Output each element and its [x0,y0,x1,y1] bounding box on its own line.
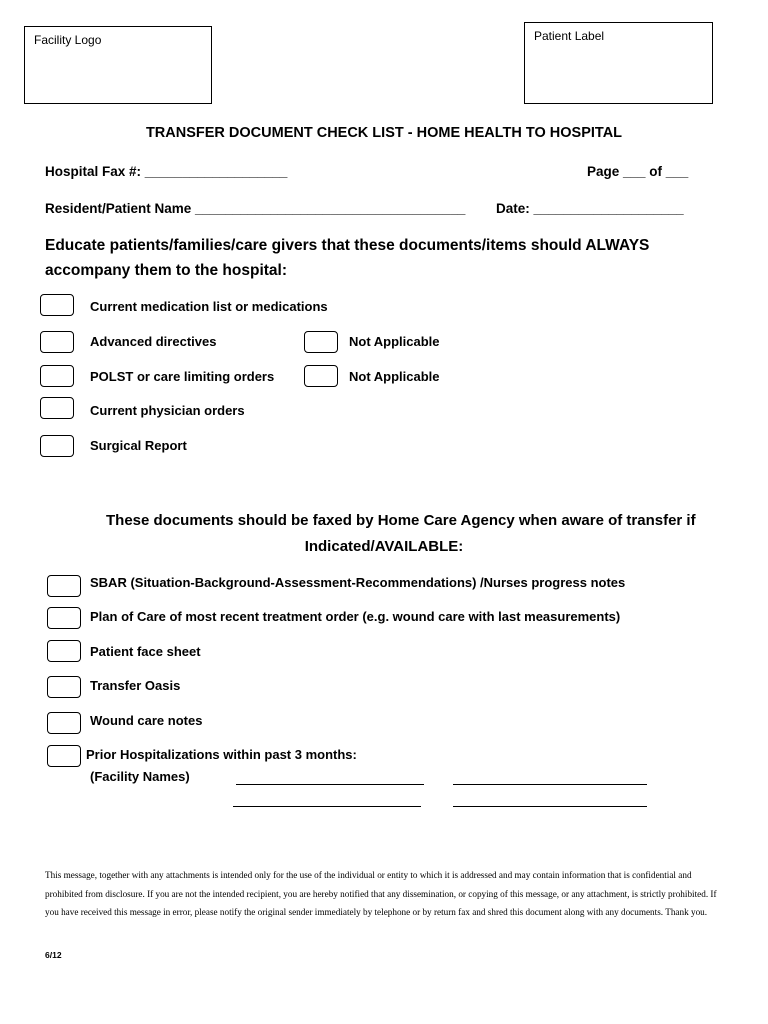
checkbox-medication-list[interactable] [40,294,74,316]
patient-label-box [524,22,713,104]
facility-name-blank-1[interactable] [236,784,424,785]
form-version-code: 6/12 [45,950,62,960]
item-advanced-directives: Advanced directives [90,334,217,349]
date-field: Date: ____________________ [496,201,684,216]
facility-name-blank-3[interactable] [233,806,421,807]
directives-not-applicable-label: Not Applicable [349,334,440,349]
checkbox-physician-orders[interactable] [40,397,74,419]
page-of-field: Page ___ of ___ [587,164,689,179]
checkbox-face-sheet[interactable] [47,640,81,662]
checkbox-surgical-report[interactable] [40,435,74,457]
checkbox-polst-not-applicable[interactable] [304,365,338,387]
item-plan-of-care: Plan of Care of most recent treatment order (e.g. wound care with last measurements) [90,609,621,624]
educate-text-line1: Educate patients/families/care givers that these documents/items should ALWAYS [45,237,650,254]
educate-text-line2: accompany them to the hospital: [45,262,288,279]
item-medication-list: Current medication list or medications [90,299,328,314]
item-transfer-oasis: Transfer Oasis [90,678,181,693]
section2-heading-line1: These documents should be faxed by Home Care Agency when aware of transfer if [106,512,696,529]
checkbox-directives-not-applicable[interactable] [304,331,338,353]
checkbox-plan-of-care[interactable] [47,607,81,629]
item-prior-hospitalizations: Prior Hospitalizations within past 3 months: [86,747,357,762]
item-polst: POLST or care limiting orders [90,369,275,384]
hospital-fax-field: Hospital Fax #: ___________________ [45,164,288,179]
facility-name-blank-2[interactable] [453,784,647,785]
item-physician-orders: Current physician orders [90,403,245,418]
item-sbar: SBAR (Situation-Background-Assessment-Recommendations) /Nurses progress notes [90,575,626,590]
confidentiality-disclaimer: This message, together with any attachments is intended only for the use of the individual or entity to which it is addressed and may contain information that is confidential and prohibited from disclosure. If you are not the intended recipient, you are hereby notified that any dissemination, or copying of this message, or any attachment, is strictly prohibited. If you have received this message in error, please notify the original sender immediately by telephone or by return fax and shred this document along with any documents. Thank you. [45,870,717,917]
polst-not-applicable-label: Not Applicable [349,369,440,384]
page-title: TRANSFER DOCUMENT CHECK LIST - HOME HEALTH TO HOSPITAL [145,125,623,141]
patient-label-text: Patient Label [534,29,605,43]
item-wound-care-notes: Wound care notes [90,713,203,728]
checkbox-sbar[interactable] [47,575,81,597]
facility-logo-box [24,26,212,104]
checkbox-transfer-oasis[interactable] [47,676,81,698]
checkbox-prior-hospitalizations[interactable] [47,745,81,767]
item-surgical-report: Surgical Report [90,438,187,453]
item-face-sheet: Patient face sheet [90,644,201,659]
section2-heading-line2: Indicated/AVAILABLE: [304,538,464,555]
facility-names-label: (Facility Names) [90,769,190,784]
checkbox-polst[interactable] [40,365,74,387]
facility-logo-label: Facility Logo [34,33,102,47]
checkbox-wound-care-notes[interactable] [47,712,81,734]
resident-name-field: Resident/Patient Name ____________________________________ [45,201,466,216]
facility-name-blank-4[interactable] [453,806,647,807]
checkbox-advanced-directives[interactable] [40,331,74,353]
